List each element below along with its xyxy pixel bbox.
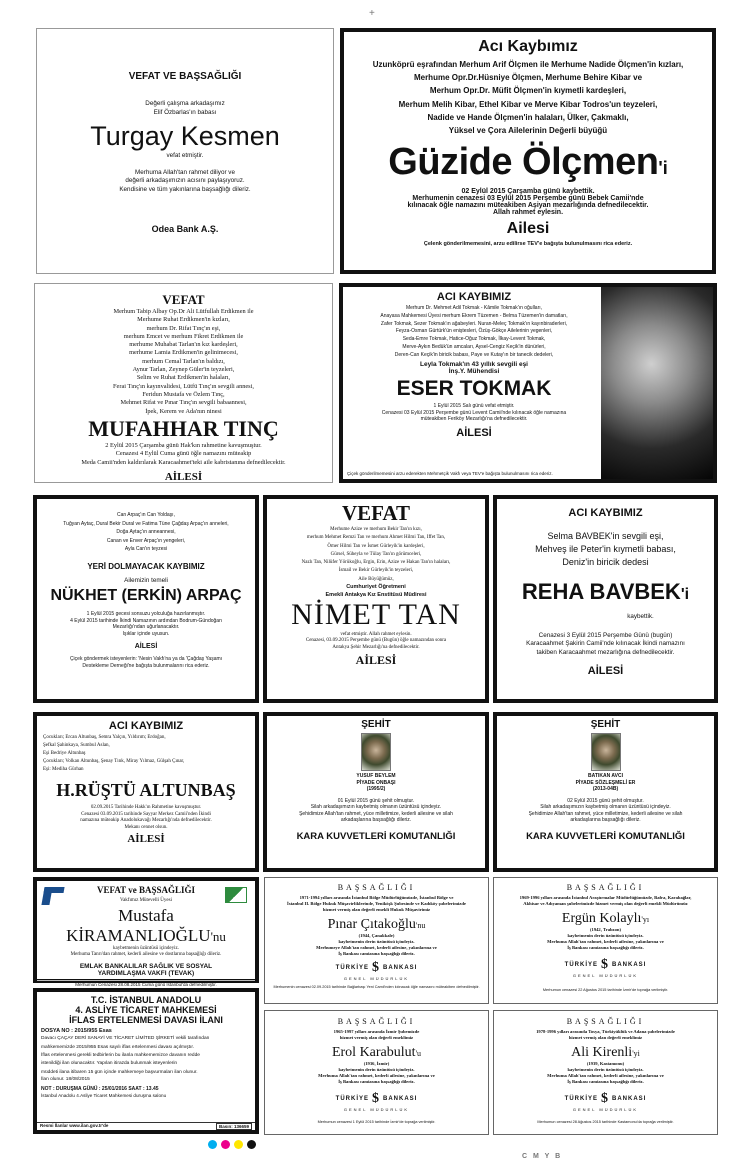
kinship-lines <box>37 734 255 774</box>
text-line: Merve-Aykın Bedük'ün amcaları, Aysel-Cengiz Keçik'in dünürleri, <box>402 343 546 350</box>
foundation-logo <box>41 887 64 905</box>
deceased-name <box>37 906 255 946</box>
suffix: 'u <box>415 1048 422 1058</box>
deceased-name: ESER TOKMAK <box>396 377 552 401</box>
text-line: Merhume Ruhat Erdikmen'in kızları, <box>137 316 230 324</box>
registration-dot-yellow <box>234 1140 243 1149</box>
ad-bavbek <box>493 495 718 703</box>
text: İstanbul II. Bölge Hukuk Müşavirliklerinde, Yeniköşk Şubesinde ve Kadıköy şubelerimizde <box>287 900 466 906</box>
text: Cenazesi 4 Eylül Cuma günü öğle namazını müteakip <box>115 450 252 458</box>
suffix: 'i <box>658 158 668 179</box>
text: Karacaahmet Şakirin Camii'nde kılınacak İkindi namazını <box>526 640 685 647</box>
text: Mekanı cennet olsun. <box>124 824 168 830</box>
ad-kirenli <box>493 1010 718 1135</box>
text: İstanbul Anadolu 4.Asliye Ticaret Mahkemesi duruşma salonu <box>41 1092 167 1098</box>
org-name: YARDIMLAŞMA VAKFI (TEVAK) <box>97 969 195 977</box>
heading: ŞEHİT <box>361 719 391 730</box>
footer: Çiçek göndermek isteyenlerin: 'Nesin Vakfı'na ya da 'Çağdaş Yaşamı <box>69 656 223 662</box>
ad-kiramanlioglu <box>33 877 259 987</box>
title: Cumhuriyet Öğretmeni <box>346 583 406 590</box>
bank-name: TÜRKİYE $ BANKASI <box>564 1090 647 1106</box>
text: takiben Karacaahmet mezarlığına defnedilecektir. <box>536 648 675 656</box>
text-line: Merhume Opr.Dr.Hüsniye Ölçmen, Merhume Behire Kibar ve <box>413 73 643 83</box>
text: Vakfımız Mütevelli Üyesi <box>120 898 172 903</box>
text-line: Mehmet Rifat ve Pınar Tınç'ın sevgili babaannesi, <box>120 399 247 407</box>
text: İlan olunur. 18/08/2015 <box>41 1077 90 1083</box>
text: (1939, Kastamonu) <box>586 1060 625 1066</box>
text-line: Merhum Dr. Mehmet Adil Tokmak - Kâmile Tokmak'ın oğulları, <box>405 305 543 311</box>
text: kaybetmenin derin üzüntüsü içindeyiz. <box>567 932 644 938</box>
text: Ailemizin temeli <box>124 576 168 584</box>
text: Cenazesi 03.09.2015 tarihinde Sayyar Merkez Camii'nden İkindi <box>81 811 211 817</box>
name: Pınar Çıtakoğlu <box>327 916 416 932</box>
isbank-icon: $ <box>601 1090 609 1106</box>
text-line: Can Arpaç'ın Can Yoldaşı, <box>117 512 175 518</box>
footer: Merhumun cenazesi 28 Ağustos 2015 tarihinde Kastamonu'da toprağa verilmiştir. <box>537 1119 674 1124</box>
registration-dot-black <box>247 1140 256 1149</box>
heading: BAŞSAĞLIĞI <box>566 883 645 892</box>
text-line: Nazlı Tan, Nilüfer Yörükoğlu, Ergin, Erin, Azize ve Hakan Tan'ın halaları, <box>301 560 451 565</box>
text: Cenazesi 03 Eylül 2015 Perşembe günü Levent Camii'nde kılınacak öğle namazına <box>381 409 567 416</box>
text-line: Merhum Melih Kibar, Ethel Kibar ve Merve Kibar Todros'un teyzeleri, <box>398 99 658 109</box>
text: hizmet vermiş olan değerli emeklimiz <box>339 1034 414 1040</box>
deceased-name <box>494 1043 717 1061</box>
footer: Çiçek gönderilmemesini arzu ederekten Mehmetçik Vakfı veya TEV'e bağışta bulunulmasını rica ederiz. <box>347 471 553 477</box>
ad-odeabank <box>36 28 334 274</box>
text-line: merhum Mehmet Remzi Tan ve merhum Ahmet Hilmi Tan, Iffet Tan, <box>306 535 446 541</box>
footer: Merhumun Cenazesi 28.08.2015 Cuma günü İstanbul'da defnedilmiştir. <box>37 980 255 988</box>
footer: Resmi İlanlar www.ilan.gov.tr'de <box>40 1123 109 1128</box>
text: 2 Eylül 2015 Çarşamba günü Hak'kın rahmetine kavuşmuştur. <box>105 441 262 449</box>
text: Allah rahmet eylesin. <box>492 209 564 217</box>
court-title: T.C. İSTANBUL ANADOLU <box>90 995 202 1005</box>
ad-kolayli <box>493 877 718 1004</box>
deceased-name <box>265 1043 488 1061</box>
ad-tokmak <box>339 283 717 483</box>
ad-olcmen <box>340 28 716 274</box>
text: kılınacak öğle namazını müteakiben Aşiyan mezarlığında defnedilecektir. <box>407 202 649 210</box>
rank: PİYADE SÖZLEŞMELİ ER <box>575 779 636 786</box>
text: kaybettik. <box>627 613 654 620</box>
crop-mark: + <box>369 8 375 19</box>
kinship-lines <box>35 308 332 416</box>
text-line: Eşi: Mediha Gürhan <box>43 767 84 772</box>
text-line: Aile Büyüğümüz, <box>358 576 394 582</box>
suffix: 'nu <box>210 928 226 944</box>
text-line: Çocukları; Volkan Altunbaş, Şenay Tınk, Miray Yılmaz, Gülşah Çınar, <box>43 759 185 764</box>
text-line: Seda-Emre Tokmak, Hatice-Oğuz Tokmak, İlkay-Levent Tokmak, <box>402 336 546 342</box>
text: (1944, Çanakkale) <box>358 932 395 938</box>
deceased-name <box>344 141 712 184</box>
footer: Çelenk gönderilmemesini, arzu edilirse TEV'e bağışta bulunulmasını rica ederiz. <box>423 241 633 248</box>
deceased-name <box>265 915 488 933</box>
text-line: Selim ve Ruhat Erdikmen'in halaları, <box>136 374 231 382</box>
bank-sub: GENEL MÜDÜRLÜK <box>343 975 410 981</box>
text: İş Bankası camiasına başsağlığı dileriz. <box>567 944 644 950</box>
kinship-lines <box>37 511 255 554</box>
text: 02.09.2015 Tarihinde Hakk'ın Rahmetine kavuşmuştur. <box>90 805 202 810</box>
deceased-name <box>494 909 717 927</box>
kinship-lines <box>267 526 485 584</box>
soldier-name: BATIKAN AVCI <box>588 773 623 779</box>
text: Akhisar ve Adıyaman şubelerimizde hizmet vermiş olan değerli emekli Müdürümüz <box>523 900 688 906</box>
text-line: Ayla Can'ın teyzesi <box>124 546 168 552</box>
text: müteakiben Feriköy Mezarlığı'na defnedilecektir. <box>420 416 528 423</box>
text: Merhuma Allah'tan rahmet diliyor ve <box>135 168 235 176</box>
text: kaybetmenin üzüntüsü içindeyiz. <box>113 945 179 951</box>
text: Cenazesi, 03.09.2015 Perşembe günü (Bugün) öğle namazından sonra <box>305 638 447 644</box>
court-title: 4. ASLİYE TİCARET MAHKEMESİ <box>75 1005 217 1015</box>
ad-sehit-avci <box>493 712 718 872</box>
ad-nimet-tan <box>263 495 489 703</box>
text-line: İpek, Kerem ve Ada'nın ninesi <box>145 407 222 415</box>
text-line: Uzunköprü eşrafından Merhum Arif Ölçmen ile Merhume Nadide Ölçmen'in kızları, <box>372 60 684 69</box>
heading: VEFAT VE BAŞSAĞLIĞI <box>128 71 242 82</box>
text-line: mahkememizde 2015/955 Esas sayılı iflas ertelenmesi davası açılmıştır. <box>41 1044 195 1050</box>
registration-dot-magenta <box>221 1140 230 1149</box>
footer: Merhumun cenazesi 22 Ağustos 2015 tarihinde İzmir'de toprağa verilmiştir. <box>542 987 669 992</box>
text: 1 Eylül 2015 gecesi sonsuzu yolculuğa hazırlanmıştır. <box>86 611 206 617</box>
text: hizmet vermiş olan değerli emeklimiz <box>568 1034 643 1040</box>
text: 1971-1994 yılları arasında İstanbul Bölge Müdürlüğümüzde, İstanbul Bölge ve <box>299 895 454 900</box>
soldier-photo <box>591 733 621 771</box>
text-line: Eşi Bedriye Altunbaş <box>43 751 86 756</box>
ad-karabulut <box>264 1010 489 1135</box>
text-line: Ömer Hilmi Tan ve İsmet Gürleyik'in kardeşleri, <box>327 543 425 549</box>
years: (1995/2) <box>366 786 386 792</box>
signature: Ailesi <box>506 220 550 238</box>
text: Mezarlığı'ndan uğurlanacaktır. <box>112 624 180 630</box>
text: Merhuma Tanrı'dan rahmet, kederli ailesine ve dostlarına başsağlığı dileriz. <box>70 952 222 957</box>
ad-tinc <box>34 283 333 483</box>
text: (1936, İzmir) <box>363 1060 390 1066</box>
text-line: Canan ve Enver Arpaç'ın yengeleri, <box>106 537 186 544</box>
bank-sub: GENEL MÜDÜRLÜK <box>343 1106 410 1112</box>
text: Meda Camii'nden kaldırılarak Karacaahmet'teki aile kabristanına defnedilecektir. <box>81 458 286 466</box>
rank: PİYADE ONBAŞI <box>356 779 396 786</box>
text: Silah arkadaşımızın kaybetmiş olmanın üzüntüsü içindeyiz. <box>540 804 671 810</box>
name: Güzide Ölçmen <box>388 141 659 184</box>
deceased-name: NİMET TAN <box>291 597 461 631</box>
text-line: merhum Emcet ve merhum Fikret Erdikmen ile <box>123 332 244 340</box>
portrait-photo <box>601 287 713 479</box>
heading: VEFAT ve BAŞSAĞLIĞI <box>96 885 196 895</box>
text: Merhuma Allah'tan rahmet, kederli ailesine, yakınlarına ve <box>547 1072 664 1078</box>
bank-name: TÜRKİYE $ BANKASI <box>564 956 647 972</box>
name: Mustafa KİRAMANLIOĞLU <box>66 905 211 945</box>
bank-sub: GENEL MÜDÜRLÜK <box>572 972 639 978</box>
years: (2013-04B) <box>592 786 619 792</box>
text-line: Aynur Tarlan, Zeynep Güler'in teyzeleri, <box>132 366 235 374</box>
heading: BAŞSAĞLIĞI <box>337 883 416 892</box>
deceased-name <box>497 579 714 605</box>
text-line: merhume Lamia Erdikmen'in gelinimecesi, <box>129 349 238 357</box>
file-number: DOSYA NO : 2015/955 Esas <box>41 1028 112 1034</box>
deceased-name: MUFAHHAR TINÇ <box>88 415 279 441</box>
signature: KARA KUVVETLERİ KOMUTANLIĞI <box>296 830 456 842</box>
footer: Destekleme Derneği'ne bağışta bulunmalarını rica ederiz. <box>82 662 210 669</box>
text: Antakya Şehir Mezarlığı'na defnedilecektir. <box>332 644 420 650</box>
ad-citakoglu <box>264 877 489 1004</box>
signature: AİLESİ <box>164 471 203 484</box>
text: kaybetmenin derin üzüntüsü içindeyiz. <box>338 938 415 944</box>
kinship-lines <box>343 305 605 359</box>
text-line: Ferai Tınç'ın kayınvalidesi, Lütfü Tınç'ın sevgili annesi, <box>113 382 254 390</box>
text-line: Merhum Tabip Albay Op.Dr Ali Lütfullah Erdikmen ile <box>113 308 254 315</box>
text-line: Doğa Aytaç'ın anneannesi, <box>116 529 176 535</box>
bank-logo <box>494 1091 717 1112</box>
bank-logo <box>265 960 488 981</box>
bank-logo <box>265 1091 488 1112</box>
text-line: Deren-Can Keçik'in biricik babası, Paye ve Kutay'ın bir tanecik dedeleri, <box>394 351 554 358</box>
text: 1 Eylül 2015 Salı günü vefat etmiştir. <box>433 403 515 410</box>
text: Işıklar içinde uyusun. <box>122 630 170 637</box>
text: Elif Özbarlas'ın babası <box>153 108 217 116</box>
text: İş Bankası camiasına başsağlığı dileriz. <box>338 950 415 956</box>
green-logo <box>225 887 247 903</box>
text-line: Merhume Azize ve merhum Bekir Tan'ın kızı, <box>330 527 422 532</box>
cmyk-mark: C M Y B <box>522 1153 563 1160</box>
text: hizmet vermiş olan değerli emekli Hukuk Müşavirimiz <box>322 906 431 912</box>
text: Merhuma Allah'tan rahmet, kederli ailesine, yakınlarına ve <box>547 938 664 944</box>
ad-altunbas <box>33 712 259 872</box>
text: Mehveş ile Peter'in kıymetli babası, <box>535 544 676 554</box>
text-line: istenildiği ilan olunacaktır. Yapılan itirazda bulunmak isteyenlerin <box>41 1061 178 1067</box>
court-title: İFLAS ERTELENMESİ DAVASI İLANI <box>69 1015 223 1025</box>
text: namazına müteakip Anadolukavağı Mezarlığı'nda defnedilecektir. <box>80 818 212 823</box>
text-line: Nadide ve Hande Ölçmen'in halaları, Ülker, Çakmaklı, <box>427 112 629 122</box>
text-line: Davacı ÇAÇAY DERİ SANAYİ VE TİCARET LİMİTED ŞİRKETİ vekili tarafından <box>41 1036 210 1042</box>
text: Şehidimize Allah'tan rahmet, yüce milletimize, kederli ailesine ve silah <box>528 810 683 817</box>
signature: KARA KUVVETLERİ KOMUTANLIĞI <box>526 830 685 842</box>
text-line: Merhum Opr.Dr. Müfit Ölçmen'in kıymetli kardeşleri, <box>429 86 627 96</box>
text: vefat etmiştir. Allah rahmet eylesin. <box>340 631 412 637</box>
heading: VEFAT <box>341 501 411 525</box>
isbank-icon: $ <box>372 959 380 975</box>
text-line: Feridun Mustafa ve Özlem Tınç, <box>142 390 225 398</box>
text: kaybetmenin derin üzüntüsü içindeyiz. <box>338 1066 415 1072</box>
deceased-name: H.RÜŞTÜ ALTUNBAŞ <box>56 780 236 800</box>
org-name: EMLAK BANKALILAR SAĞLIK VE SOSYAL <box>79 962 213 970</box>
heading: Acı Kaybımız <box>478 38 578 55</box>
heading: ŞEHİT <box>590 719 621 730</box>
text: Merhumenin cenazesi 03 Eylül 2015 Perşembe günü Bebek Camii'nde <box>412 195 644 203</box>
ad-arpac <box>33 495 259 703</box>
text: (1942, Trabzon) <box>590 926 621 932</box>
hearing-date: NOT : DURUŞMA GÜNÜ : 25/01/2016 SAAT : 13.45 <box>41 1086 159 1093</box>
text: Şehidimize Allah'tan rahmet, yüce milletimize, kederli ailesine ve silah <box>299 810 453 817</box>
text-line: Feyza-Osman Gürtürk'ün eniştesleri, Özüş-Gökçe Ailelerinin yegenleri, <box>395 328 553 335</box>
text-line: Yüksel ve Çora Ailelerinin Değerli büyüğü <box>448 125 608 135</box>
text-line: merhum Dr. Rifat Tınç'ın eşi, <box>146 324 221 332</box>
text: arkadaşlarına başsağlığı dileriz. <box>340 817 412 823</box>
text-line: Çocukları; Ercan Altunbaş, Semra Yalçın, Yıldırım; Erdoğan, <box>43 735 166 740</box>
signature: AİLESİ <box>456 426 492 439</box>
soldier-photo <box>361 733 391 771</box>
deceased-name: NÜKHET (ERKİN) ARPAÇ <box>50 587 242 604</box>
footer: Merhumenin cenazesi 02.09.2015 tarihinde Bağlarbaşı Yeni Camii'nden kılınacak öğle namazını müteakiben defnedilmiştir. <box>273 984 480 989</box>
bank-logo <box>494 957 717 978</box>
ad-sehit-beylem <box>263 712 489 872</box>
name: Ali Kirenli <box>571 1044 633 1060</box>
signature: AİLESİ <box>355 653 397 668</box>
signature: AİLESİ <box>587 665 624 677</box>
text: 1969-1996 yılları arasında İstanbul Araştırmalar Müdürlüğümüzde, Bafra, Karabağlar, <box>519 895 692 900</box>
text-line: Şefkal Şahinkaya, Sumbul Aslan, <box>43 743 110 748</box>
text: İş Bankası camiasına başsağlığı dileriz. <box>567 1078 644 1084</box>
text: değerli arkadaşımızın acısını paylaşıyoruz. <box>125 177 245 184</box>
text-line: Zafer Tokmak, Sezer Tokmak'ın ağabeyleri. Nuran-Meleç Tokmak'ın kayınbiraderleri, <box>380 320 568 327</box>
isbank-icon: $ <box>601 956 609 972</box>
text: vefat etmiştir. <box>166 152 204 159</box>
text: 01 Eylül 2015 günü şehit olmuştur. <box>337 797 415 804</box>
text: Deniz'in biricik dedesi <box>562 557 649 567</box>
heading: BAŞSAĞLIĞI <box>337 1017 416 1026</box>
deceased-name: Turgay Kesmen <box>90 121 280 151</box>
bank-name: TÜRKİYE $ BANKASI <box>335 1090 418 1106</box>
title: Emekli Antakya Kız Enstitüsü Müdiresi <box>325 591 427 598</box>
text-line: müddeti ilana itibaren 15 gün içinde mahkemeye başvurmaları ilan olunur. <box>41 1069 198 1075</box>
registration-dot-cyan <box>208 1140 217 1149</box>
kinship-lines <box>344 58 712 137</box>
text: Değerli çalışma arkadaşımız <box>145 100 225 107</box>
heading: ACI KAYBIMIZ <box>568 507 643 519</box>
text: Merhuma Allah'tan rahmet, kederli ailesine, yakınlarına ve <box>318 1072 435 1078</box>
signature: AİLESİ <box>134 643 158 650</box>
title: İnş.Y. Mühendisi <box>448 368 500 376</box>
text: 02 Eylül 2015 günü şehit olmuştur. <box>567 797 644 804</box>
text-line: merhum Cemal Tarlan'ın baldızı, <box>142 357 225 365</box>
name: REHA BAVBEK <box>521 579 681 604</box>
text-line: merhume Muhabat Tarlan'ın kız kardeşleri, <box>129 341 238 349</box>
signature: AİLESİ <box>127 833 165 845</box>
ad-court-notice <box>33 988 259 1134</box>
text: kaybetmenin derin üzüntüsü içindeyiz. <box>567 1066 644 1072</box>
heading: VEFAT <box>162 292 205 307</box>
text: Selma BAVBEK'in sevgili eşi, <box>547 531 664 541</box>
text-line: İflas ertelenmesi gerekli tedbirlerin bu ilanla mahkememizce davanın redde <box>41 1052 200 1058</box>
bank-sub: GENEL MÜDÜRLÜK <box>572 1106 639 1112</box>
text: Silah arkadaşımızın kaybetmiş olmanın üzüntüsü içindeyiz. <box>310 804 442 810</box>
text: 1965-1997 yılları arasında İzmir Şubemizde <box>333 1029 420 1034</box>
text: 4 Eylül 2015 tarihinde İkindi Namazının ardından Bodrum-Gündoğan <box>70 617 222 624</box>
heading: ACI KAYBIMIZ <box>108 720 184 732</box>
text-line: Gürsel, Süheyla ve Tülay Tan'ın görümceleri, <box>330 551 422 557</box>
text-line: Anayasa Mahkemesi Üyesi merhum Ekrem Tüzemen - Belma Tüzemen'in damatları, <box>380 312 568 319</box>
text-line: İsmail ve Bekir Gürleyik'in teyzeleri, <box>338 568 414 574</box>
notice-body <box>37 1035 255 1077</box>
isbank-icon: $ <box>372 1090 380 1106</box>
name: Erol Karabulut <box>331 1044 416 1060</box>
signature: Odea Bank A.Ş. <box>151 224 219 234</box>
text: Leyla Tokmak'ın 43 yıllık sevgili eşi <box>419 361 528 369</box>
heading: BAŞSAĞLIĞI <box>566 1017 645 1026</box>
text: 02 Eylül 2015 Çarşamba günü kaybettik. <box>461 188 595 196</box>
suffix: 'nu <box>415 920 426 930</box>
text: 1978-1996 yılları arasında Tosya, Türkiyüklük ve Adana şubelerimizde <box>536 1029 675 1034</box>
suffix: 'yı <box>641 914 650 924</box>
name: Ergün Kolaylı <box>561 910 642 926</box>
soldier-name: YUSUF BEYLEM <box>356 773 396 779</box>
text: arkadaşlarına başsağlığı dileriz. <box>570 817 641 823</box>
text: Cenazesi 3 Eylül 2015 Perşembe Günü (bugün) <box>538 631 673 639</box>
suffix: 'i <box>680 586 690 603</box>
text-line: Tuğyan Aytaç, Dural Bekir Dural ve Fatima Tüne Çağdaş Arpaç'ın anneleri, <box>63 520 229 527</box>
code: Basın: 136659 <box>216 1123 252 1130</box>
bank-name: TÜRKİYE $ BANKASI <box>335 959 418 975</box>
text: İş Bankası camiasına başsağlığı dileriz. <box>338 1078 415 1084</box>
suffix: 'yi <box>632 1048 640 1058</box>
subheading: YERİ DOLMAYACAK KAYBIMIZ <box>87 561 205 571</box>
text: Merhumeye Allah'tan rahmet, kederli ailesine, yakınlarına ve <box>316 944 437 950</box>
footer: Merhumun cenazesi 1 Eylül 2015 tarihinde İzmir'de toprağa verilmiştir. <box>317 1119 436 1124</box>
heading: ACI KAYBIMIZ <box>436 291 512 303</box>
text: Kendisine ve tüm yakınlarına başsağlığı dileriz. <box>119 185 251 193</box>
